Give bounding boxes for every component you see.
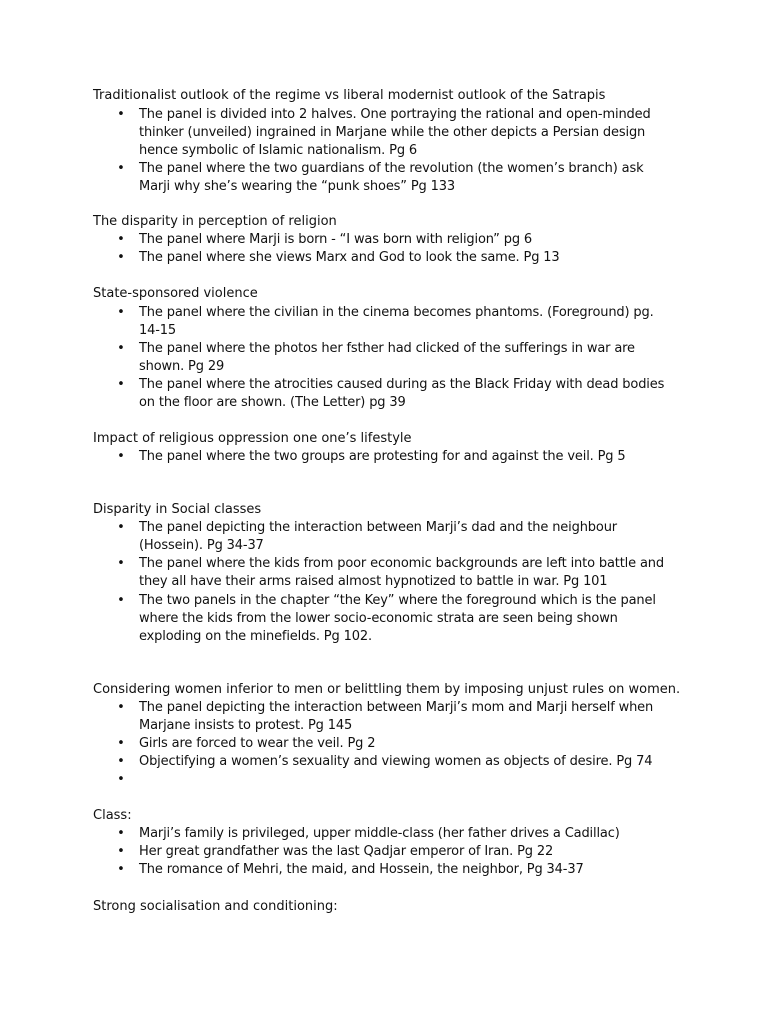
list-item-text: Girls are forced to wear the veil. Pg 2 [139, 736, 376, 751]
list-item-text: The panel where the photos her fsther had clicked of the sufferings in war are shown. Pg 29 [139, 341, 635, 374]
bullet-icon: • [117, 593, 125, 608]
section-heading: State-sponsored violence [93, 286, 258, 301]
list-item [115, 340, 675, 376]
list-item [115, 249, 675, 267]
list-item-text: The panel depicting the interaction between Marji’s mom and Marji herself when Marjane insists to protest. Pg 145 [139, 700, 654, 733]
list-item [115, 825, 675, 843]
bullet-icon: • [117, 772, 125, 787]
list-item [115, 304, 675, 340]
list-item [115, 753, 675, 771]
bullet-icon: • [117, 449, 125, 464]
list-item-text: The panel where the atrocities caused during as the Black Friday with dead bodies on the floor are shown. (The Letter) pg 39 [139, 377, 665, 410]
list-item [115, 592, 675, 646]
section-heading: Strong socialisation and conditioning: [93, 899, 338, 914]
bullet-icon: • [117, 754, 125, 769]
list-item [115, 231, 675, 249]
bullet-icon: • [117, 520, 125, 535]
bullet-icon: • [117, 736, 125, 751]
bullet-icon: • [117, 556, 125, 571]
bullet-icon: • [117, 250, 125, 265]
bullet-icon: • [117, 232, 125, 247]
bullet-icon: • [117, 107, 125, 122]
list-item-text: Objectifying a women’s sexuality and viewing women as objects of desire. Pg 74 [139, 754, 653, 769]
section-heading: Impact of religious oppression one one’s lifestyle [93, 431, 412, 446]
list-item-text: The panel where the kids from poor economic backgrounds are left into battle and they all have their arms raised almost hypnotized to battle in war. Pg 101 [139, 556, 664, 589]
list-item [115, 519, 675, 555]
list-item-text: The romance of Mehri, the maid, and Hossein, the neighbor, Pg 34-37 [139, 862, 584, 877]
list-item-text: Her great grandfather was the last Qadjar emperor of Iran. Pg 22 [139, 844, 554, 859]
list-item-text: The panel where Marji is born - “I was born with religion” pg 6 [139, 232, 533, 247]
list-item [115, 376, 675, 412]
list-item [115, 735, 675, 753]
list-item-text: The panel depicting the interaction between Marji’s dad and the neighbour (Hossein). Pg 34-37 [139, 520, 617, 553]
list-item-text: The panel is divided into 2 halves. One portraying the rational and open-minded thinker (unveiled) ingrained in Marjane while the other depicts a Persian design hence symbolic of Islamic nationalism. Pg 6 [139, 107, 651, 158]
bullet-icon: • [117, 377, 125, 392]
bullet-icon: • [117, 862, 125, 877]
list-item [115, 160, 675, 196]
section-heading: Traditionalist outlook of the regime vs liberal modernist outlook of the Satrapis [93, 88, 606, 103]
list-item [115, 861, 675, 879]
list-item [115, 106, 675, 160]
section-heading: The disparity in perception of religion [93, 214, 337, 229]
bullet-icon: • [117, 305, 125, 320]
section-heading: Disparity in Social classes [93, 502, 262, 517]
section-heading: Considering women inferior to men or belittling them by imposing unjust rules on women. [93, 682, 681, 697]
bullet-icon: • [117, 844, 125, 859]
list-item-text: Marji’s family is privileged, upper middle-class (her father drives a Cadillac) [139, 826, 620, 841]
bullet-icon: • [117, 826, 125, 841]
list-item-text: The panel where the two guardians of the revolution (the women’s branch) ask Marji why she’s wearing the “punk shoes” Pg 133 [139, 161, 644, 194]
list-item [115, 555, 675, 591]
list-item [115, 699, 675, 735]
bullet-icon: • [117, 341, 125, 356]
list-item-text: The panel where she views Marx and God to look the same. Pg 13 [139, 250, 560, 265]
list-item-text: The two panels in the chapter “the Key” where the foreground which is the panel where the kids from the lower socio-economic strata are seen being shown exploding on the minefields. Pg 102. [139, 593, 656, 644]
bullet-icon: • [117, 700, 125, 715]
bullet-icon: • [117, 161, 125, 176]
list-item [115, 843, 675, 861]
list-item-text: The panel where the civilian in the cinema becomes phantoms. (Foreground) pg. 14-15 [139, 305, 654, 338]
list-item [115, 448, 675, 466]
section-heading: Class: [93, 808, 132, 823]
list-item-text: The panel where the two groups are protesting for and against the veil. Pg 5 [139, 449, 626, 464]
